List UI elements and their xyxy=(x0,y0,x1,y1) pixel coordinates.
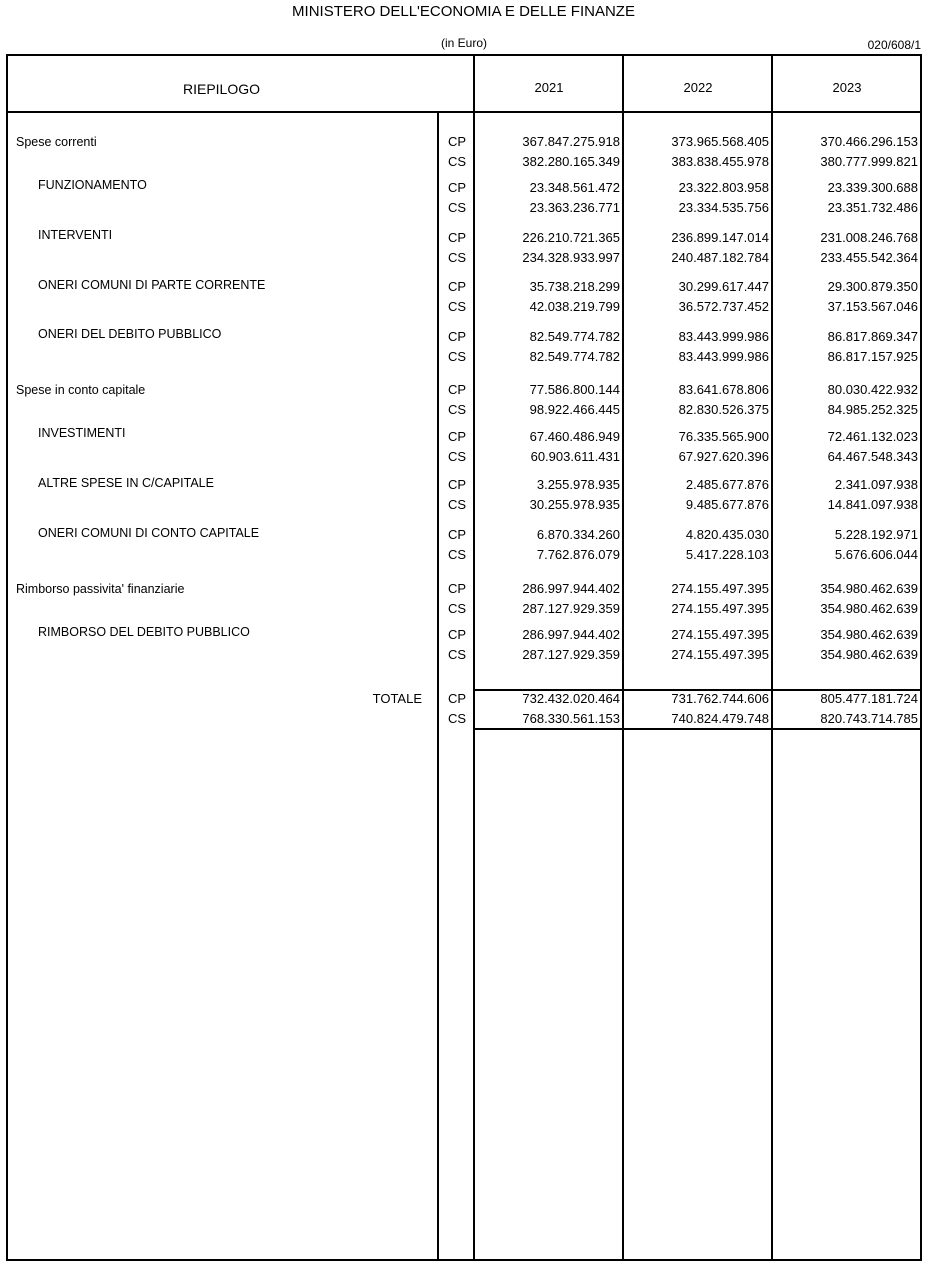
cs-value-2023: 354.980.462.639 xyxy=(820,601,918,616)
cs-type-label: CS xyxy=(447,547,467,562)
cs-value-2023: 354.980.462.639 xyxy=(820,647,918,662)
cs-value-2023: 64.467.548.343 xyxy=(827,449,918,464)
cp-value-2021: 226.210.721.365 xyxy=(522,230,620,245)
sub-category-label: RIMBORSO DEL DEBITO PUBBLICO xyxy=(38,625,250,639)
cp-value-2021: 286.997.944.402 xyxy=(522,581,620,596)
cs-value-2021: 30.255.978.935 xyxy=(529,497,620,512)
cp-type-label: CP xyxy=(447,230,467,245)
cp-value-2022: 4.820.435.030 xyxy=(685,527,769,542)
cp-value-2023: 29.300.879.350 xyxy=(827,279,918,294)
year-header-2022: 2022 xyxy=(683,80,713,95)
cp-type-label: CP xyxy=(447,477,467,492)
table-right-border xyxy=(920,54,922,1261)
riepilogo-header: RIEPILOGO xyxy=(182,81,261,97)
total-cs-value-2022: 740.824.479.748 xyxy=(671,711,769,726)
cs-value-2021: 60.903.611.431 xyxy=(530,449,620,464)
cp-value-2021: 3.255.978.935 xyxy=(536,477,620,492)
cs-value-2022: 240.487.182.784 xyxy=(671,250,769,265)
cs-type-label: CS xyxy=(447,449,467,464)
cs-value-2023: 5.676.606.044 xyxy=(834,547,918,562)
header-bottom-border xyxy=(6,111,922,113)
cs-value-2021: 82.549.774.782 xyxy=(529,349,620,364)
cs-value-2023: 380.777.999.821 xyxy=(820,154,918,169)
cs-type-label: CS xyxy=(447,299,467,314)
year-header-2023: 2023 xyxy=(832,80,862,95)
cp-value-2022: 83.641.678.806 xyxy=(678,382,769,397)
cp-value-2022: 373.965.568.405 xyxy=(671,134,769,149)
total-bottom-border xyxy=(473,728,922,730)
cs-value-2022: 67.927.620.396 xyxy=(678,449,769,464)
cp-value-2021: 367.847.275.918 xyxy=(522,134,620,149)
cp-value-2022: 236.899.147.014 xyxy=(671,230,769,245)
total-label: TOTALE xyxy=(372,691,422,706)
cp-value-2022: 76.335.565.900 xyxy=(678,429,769,444)
cs-value-2021: 287.127.929.359 xyxy=(522,601,620,616)
cp-type-label: CP xyxy=(447,627,467,642)
cs-value-2023: 84.985.252.325 xyxy=(827,402,918,417)
cs-value-2021: 382.280.165.349 xyxy=(522,154,620,169)
cp-value-2021: 67.460.486.949 xyxy=(529,429,620,444)
cp-value-2023: 354.980.462.639 xyxy=(820,627,918,642)
sub-category-label: ONERI COMUNI DI CONTO CAPITALE xyxy=(38,526,260,540)
total-cp-value-2023: 805.477.181.724 xyxy=(820,691,918,706)
cp-value-2023: 231.008.246.768 xyxy=(820,230,918,245)
cp-value-2022: 83.443.999.986 xyxy=(678,329,769,344)
cp-type-label: CP xyxy=(447,279,467,294)
cs-value-2022: 274.155.497.395 xyxy=(671,647,769,662)
cp-value-2023: 72.461.132.023 xyxy=(827,429,918,444)
sub-category-label: ALTRE SPESE IN C/CAPITALE xyxy=(38,476,214,490)
cp-value-2021: 35.738.218.299 xyxy=(529,279,620,294)
cp-value-2021: 82.549.774.782 xyxy=(529,329,620,344)
cs-value-2023: 37.153.567.046 xyxy=(827,299,918,314)
cs-value-2021: 42.038.219.799 xyxy=(529,299,620,314)
table-bottom-border xyxy=(6,1259,922,1261)
cp-value-2021: 6.870.334.260 xyxy=(536,527,620,542)
cs-value-2023: 86.817.157.925 xyxy=(827,349,918,364)
cs-value-2022: 274.155.497.395 xyxy=(671,601,769,616)
cs-value-2021: 98.922.466.445 xyxy=(529,402,620,417)
cp-value-2021: 77.586.800.144 xyxy=(529,382,620,397)
cs-value-2022: 383.838.455.978 xyxy=(671,154,769,169)
sub-category-label: INTERVENTI xyxy=(38,228,113,242)
cp-value-2023: 370.466.296.153 xyxy=(820,134,918,149)
year-2022-divider xyxy=(622,54,624,1261)
currency-unit: (in Euro) xyxy=(440,36,487,50)
cp-value-2022: 2.485.677.876 xyxy=(685,477,769,492)
cp-value-2023: 2.341.097.938 xyxy=(834,477,918,492)
cp-value-2023: 80.030.422.932 xyxy=(827,382,918,397)
cs-type-label: CS xyxy=(447,601,467,616)
sub-category-label: ONERI COMUNI DI PARTE CORRENTE xyxy=(38,278,266,292)
cp-value-2021: 286.997.944.402 xyxy=(522,627,620,642)
cp-type-label: CP xyxy=(447,180,467,195)
category-label: Spese in conto capitale xyxy=(16,383,146,397)
cs-type-label: CS xyxy=(447,647,467,662)
sub-category-label: INVESTIMENTI xyxy=(38,426,126,440)
cp-value-2022: 30.299.617.447 xyxy=(678,279,769,294)
cs-type-label: CS xyxy=(447,402,467,417)
cp-type-label: CP xyxy=(447,382,467,397)
cs-type-label: CS xyxy=(447,250,467,265)
cp-type-label: CP xyxy=(447,329,467,344)
cp-value-2023: 354.980.462.639 xyxy=(820,581,918,596)
year-header-2021: 2021 xyxy=(534,80,564,95)
table-top-border xyxy=(6,54,922,56)
cs-type-label: CS xyxy=(447,349,467,364)
cp-value-2023: 5.228.192.971 xyxy=(834,527,918,542)
category-label: Spese correnti xyxy=(16,135,97,149)
cp-type-label: CP xyxy=(447,527,467,542)
cs-value-2021: 23.363.236.771 xyxy=(529,200,620,215)
document-number: 020/608/1 xyxy=(867,38,921,52)
cs-value-2022: 9.485.677.876 xyxy=(685,497,769,512)
cs-value-2022: 83.443.999.986 xyxy=(678,349,769,364)
cs-type-label: CS xyxy=(447,200,467,215)
table-left-border xyxy=(6,54,8,1261)
cs-value-2023: 233.455.542.364 xyxy=(820,250,918,265)
cp-value-2021: 23.348.561.472 xyxy=(529,180,620,195)
cp-type-label: CP xyxy=(447,691,467,706)
cs-type-label: CS xyxy=(447,497,467,512)
category-label: Rimborso passivita' finanziarie xyxy=(16,582,185,596)
cp-value-2022: 274.155.497.395 xyxy=(671,581,769,596)
sub-category-label: FUNZIONAMENTO xyxy=(38,178,147,192)
year-2023-divider xyxy=(771,54,773,1261)
total-cs-value-2023: 820.743.714.785 xyxy=(820,711,918,726)
cs-value-2022: 82.830.526.375 xyxy=(678,402,769,417)
cp-type-label: CP xyxy=(447,581,467,596)
cs-value-2022: 5.417.228.103 xyxy=(685,547,769,562)
cp-value-2022: 23.322.803.958 xyxy=(678,180,769,195)
cp-type-label: CP xyxy=(447,429,467,444)
cs-value-2022: 36.572.737.452 xyxy=(678,299,769,314)
cp-value-2022: 274.155.497.395 xyxy=(671,627,769,642)
cp-value-2023: 86.817.869.347 xyxy=(827,329,918,344)
page-title: MINISTERO DELL'ECONOMIA E DELLE FINANZE xyxy=(292,3,635,20)
cs-value-2021: 7.762.876.079 xyxy=(536,547,620,562)
cp-type-label: CP xyxy=(447,134,467,149)
cs-value-2022: 23.334.535.756 xyxy=(678,200,769,215)
sub-category-label: ONERI DEL DEBITO PUBBLICO xyxy=(38,327,222,341)
total-cp-value-2022: 731.762.744.606 xyxy=(671,691,769,706)
total-cp-value-2021: 732.432.020.464 xyxy=(522,691,620,706)
cs-value-2023: 23.351.732.486 xyxy=(827,200,918,215)
cs-value-2021: 234.328.933.997 xyxy=(522,250,620,265)
cs-type-label: CS xyxy=(447,711,467,726)
cs-value-2023: 14.841.097.938 xyxy=(827,497,918,512)
cs-value-2021: 287.127.929.359 xyxy=(522,647,620,662)
cs-type-label: CS xyxy=(447,154,467,169)
cp-value-2023: 23.339.300.688 xyxy=(827,180,918,195)
total-cs-value-2021: 768.330.561.153 xyxy=(522,711,620,726)
